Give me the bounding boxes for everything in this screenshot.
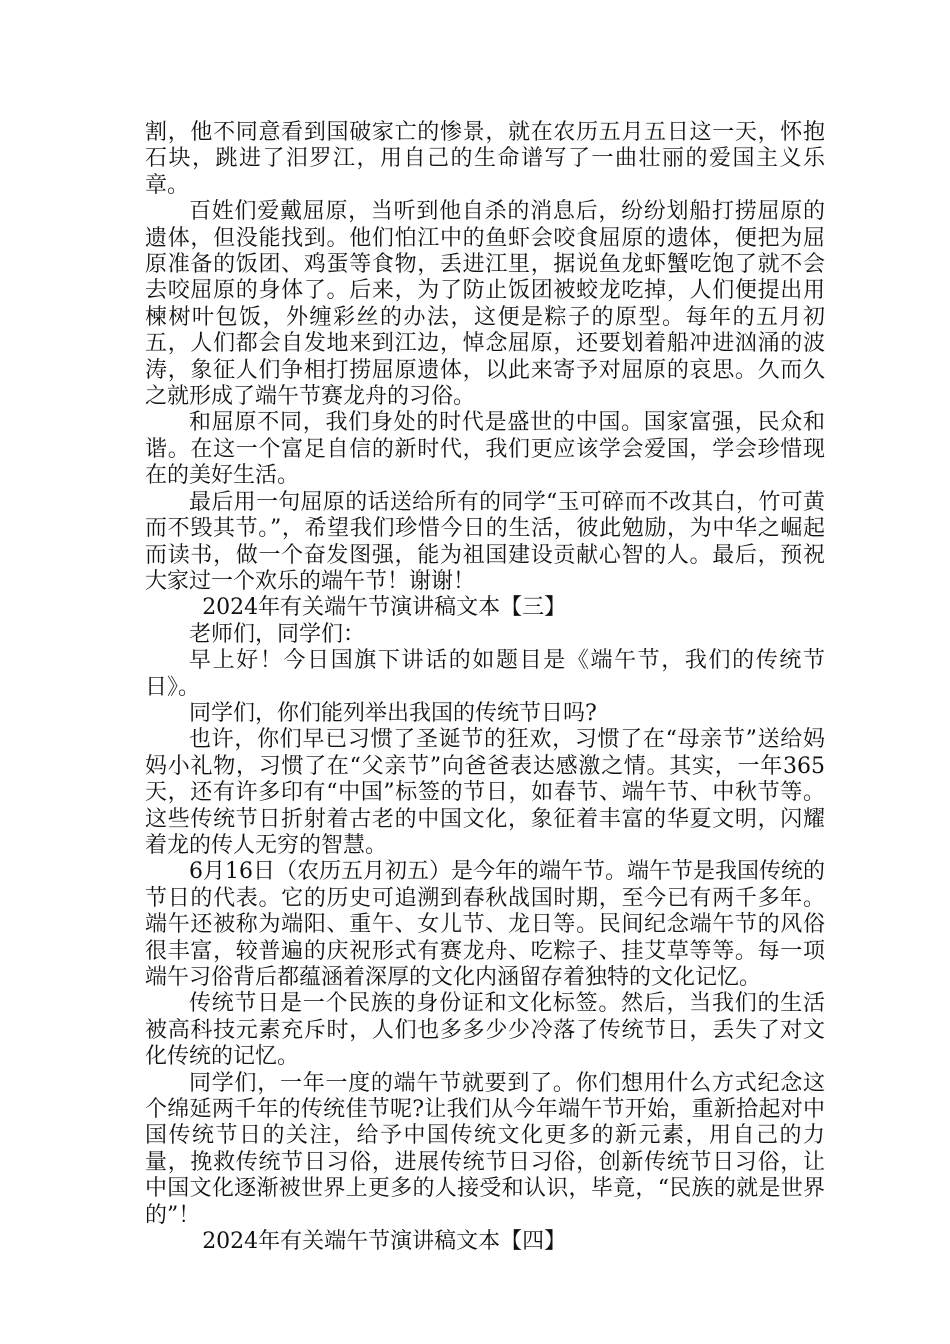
paragraph: 老师们，同学们： — [189, 621, 366, 647]
section-heading: 2024年有关端午节演讲稿文本【三】 — [202, 595, 567, 621]
document-page — [145, 120, 825, 1255]
paragraph: 同学们，你们能列举出我国的传统节日吗? — [189, 700, 597, 726]
paragraph: 也许，你们早已习惯了圣诞节的狂欢，习惯了在“母亲节”送给妈妈小礼物，习惯了在“父亲节”向爸爸表达感激之情。其实，一年365天，还有许多印有“中国”标签的节日，如春节、端午节、中秋节等。这些传统节日折射着古老的中国文化，象征着丰富的华夏文明，闪耀着龙的传人无穷的智慧。 — [145, 727, 825, 858]
paragraph: 6月16日（农历五月初五）是今年的端午节。端午节是我国传统的节日的代表。它的历史可追溯到春秋战国时期，至今已有两千多年。端午还被称为端阳、重午、女儿节、龙日等。民间纪念端午节的风俗很丰富，较普遍的庆祝形式有赛龙舟、吃粽子、挂艾草等等。每一项端午习俗背后都蕴涵着深厚的文化内涵留存着独特的文化记忆。 — [145, 859, 825, 990]
paragraph: 同学们，一年一度的端午节就要到了。你们想用什么方式纪念这个绵延两千年的传统佳节呢?让我们从今年端午节开始，重新拾起对中国传统节日的关注，给予中国传统文化更多的新元素，用自己的力量，挽救传统节日习俗，进展传统节日习俗，创新传统节日习俗，让中国文化逐渐被世界上更多的人接受和认识，毕竟，“民族的就是世界的”！ — [145, 1070, 825, 1228]
paragraph: 百姓们爱戴屈原，当听到他自杀的消息后，纷纷划船打捞屈原的遗体，但没能找到。他们怕江中的鱼虾会咬食屈原的遗体，便把为屈原准备的饭团、鸡蛋等食物，丢进江里，据说鱼龙虾蟹吃饱了就不会去咬屈原的身体了。后来，为了防止饭团被蛟龙吃掉，人们便提出用楝树叶包饭，外缠彩丝的办法，这便是粽子的原型。每年的五月初五，人们都会自发地来到江边，悼念屈原，还要划着船冲进汹涌的波涛，象征人们争相打捞屈原遗体，以此来寄予对屈原的哀思。久而久之就形成了端午节赛龙舟的习俗。 — [145, 199, 825, 410]
paragraph: 最后用一句屈原的话送给所有的同学“玉可碎而不改其白，竹可黄而不毁其节。”，希望我们珍惜今日的生活，彼此勉励，为中华之崛起而读书，做一个奋发图强，能为祖国建设贡献心智的人。最后，预祝大家过一个欢乐的端午节！谢谢！ — [145, 489, 825, 594]
paragraph: 割，他不同意看到国破家亡的惨景，就在农历五月五日这一天，怀抱石块，跳进了汨罗江，用自己的生命谱写了一曲壮丽的爱国主义乐章。 — [145, 120, 825, 198]
paragraph: 传统节日是一个民族的身份证和文化标签。然后，当我们的生活被高科技元素充斥时，人们也多多少少冷落了传统节日，丢失了对文化传统的记忆。 — [145, 991, 825, 1070]
paragraph: 和屈原不同，我们身处的时代是盛世的中国。国家富强，民众和谐。在这一个富足自信的新时代，我们更应该学会爱国，学会珍惜现在的美好生活。 — [145, 410, 825, 489]
paragraph: 早上好！今日国旗下讲话的如题目是《端午节，我们的传统节日》。 — [145, 648, 825, 700]
section-heading: 2024年有关端午节演讲稿文本【四】 — [202, 1229, 567, 1255]
